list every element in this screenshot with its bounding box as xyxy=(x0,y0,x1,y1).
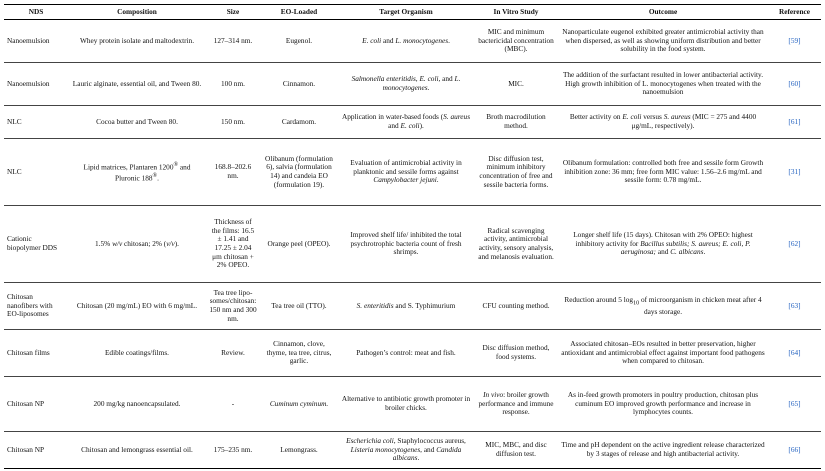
cell-outcome-part: E. coli xyxy=(622,112,642,122)
cell-outcome-part: Longer shelf life (15 days). Chitosan with 2% OPEO: highest inhibitory activity for xyxy=(573,230,753,248)
cell-reference-link[interactable]: [59] xyxy=(768,20,821,63)
cell-eo: Cardamom. xyxy=(260,106,338,139)
cell-target-part: ). xyxy=(419,121,424,130)
cell-outcome-part: C. albicans xyxy=(670,247,704,257)
cell-study: Broth macrodilution method. xyxy=(474,106,558,139)
table-row xyxy=(4,139,821,206)
cell-target-part: , Staphylococcus aureus, xyxy=(393,436,466,446)
cell-eo: Orange peel (OPEO). xyxy=(260,206,338,283)
cell-size: Thickness of the films: 16.5 ± 1.41 and 17.25 ± 2.04 μm chitosan + 2% OPEO. xyxy=(206,206,260,283)
cell-outcome-part: Reduction around 5 log xyxy=(564,294,634,304)
table-row xyxy=(4,20,821,63)
cell-composition: Chitosan (20 mg/mL) EO with 6 mg/mL. xyxy=(68,283,206,330)
registered-mark: ® xyxy=(152,173,158,179)
table-row xyxy=(4,377,821,432)
cell-eo: Cinnamon, clove, thyme, tea tree, citrus, garlic. xyxy=(260,330,338,377)
cell-target-part: . xyxy=(448,35,450,45)
cell-reference-link[interactable]: [63] xyxy=(768,283,821,330)
cell-target-part: . xyxy=(417,453,420,463)
cell-study xyxy=(474,377,558,432)
cell-nds: Chitosan NP xyxy=(4,432,68,469)
registered-mark: ® xyxy=(173,161,179,168)
cell-size: 150 nm. xyxy=(206,106,260,139)
cell-target-part: Salmonella enteritidis, E. coli, xyxy=(351,74,441,84)
cell-composition xyxy=(68,206,206,283)
cell-study: MIC and minimum bactericidal concentration (MBC). xyxy=(474,20,558,63)
cell-study: Disc diffusion method, food systems. xyxy=(474,330,558,377)
cell-composition-part: Lipid matrices, Plantaren 1200 xyxy=(83,162,174,172)
cell-size: 175–235 nm. xyxy=(206,432,260,469)
cell-size: 168.8–202.6 nm. xyxy=(206,139,260,206)
cell-target-part: S. enteritidis xyxy=(356,300,394,310)
cell-study: MIC, MBC, and disc diffusion test. xyxy=(474,432,558,469)
header-row xyxy=(4,5,821,20)
cell-composition: Chitosan and lemongrass essential oil. xyxy=(68,432,206,469)
cell-outcome: As in-feed growth promoters in poultry production, chitosan plus cuminum EO improved growth performance and increase in lymphocytes counts. xyxy=(558,377,768,432)
table-row xyxy=(4,63,821,106)
header-target-organism: Target Organism xyxy=(338,5,474,20)
cell-nds: NLC xyxy=(4,139,68,206)
cell-outcome: Associated chitosan–EOs resulted in better preservation, higher antioxidant and antimicrobial effect against important food pathogens when compared to chitosan. xyxy=(558,330,768,377)
header-size: Size xyxy=(206,5,260,20)
cell-target xyxy=(338,20,474,63)
cell-outcome-part: versus xyxy=(641,112,664,122)
cell-eo xyxy=(260,377,338,432)
cell-eo: Tea tree oil (TTO). xyxy=(260,283,338,330)
cell-outcome-part: Better activity on xyxy=(569,112,623,122)
cell-eo-text: Cuminum cyminum. xyxy=(269,398,329,408)
header-composition: Composition xyxy=(68,5,206,20)
cell-target-part: Campylobacter jejuni xyxy=(373,175,437,185)
cell-nds: Chitosan NP xyxy=(4,377,68,432)
header-eo-loaded: EO-Loaded xyxy=(260,5,338,20)
cell-outcome-part: S. aureus xyxy=(663,112,691,122)
cell-composition-part: ). xyxy=(174,238,179,248)
cell-target-part: and xyxy=(440,74,455,84)
cell-size: 127–314 nm. xyxy=(206,20,260,63)
header-in-vitro-study: In Vitro Study xyxy=(474,5,558,20)
cell-nds: Cationic biopolymer DDS xyxy=(4,206,68,283)
cell-composition-part: v/v xyxy=(166,238,175,248)
cell-target xyxy=(338,283,474,330)
cell-outcome-part: and xyxy=(656,247,671,257)
cell-outcome xyxy=(558,106,768,139)
cell-composition: 200 mg/kg nanoencapsulated. xyxy=(68,377,206,432)
cell-eo: Cinnamon. xyxy=(260,63,338,106)
cell-target-part: Evaluation of antimicrobial activity in planktonic and sessile forms against xyxy=(350,158,462,176)
cell-outcome-part: (MIC = 275 and 4400 μg/mL, respectively). xyxy=(631,112,757,130)
cell-target-part: L. monocytogenes xyxy=(395,35,449,45)
cell-reference-link[interactable]: [65] xyxy=(768,377,821,432)
cell-target: Alternative to antibiotic growth promoter in broiler chicks. xyxy=(338,377,474,432)
table-row xyxy=(4,432,821,469)
cell-study: MIC. xyxy=(474,63,558,106)
cell-outcome-part: of microorganism in chicken meat after 4 days storage. xyxy=(639,294,762,316)
cell-outcome xyxy=(558,206,768,283)
cell-composition-part: chitosan; 2% ( xyxy=(122,238,167,248)
cell-size: 100 nm. xyxy=(206,63,260,106)
cell-nds: NLC xyxy=(4,106,68,139)
cell-study-part: : broiler growth performance and immune response. xyxy=(478,390,554,417)
cell-outcome-part: Bacillus subtilis; S. aureus; E. coli, P. aeruginosa; xyxy=(620,238,751,257)
cell-target-part: , and xyxy=(420,444,437,454)
cell-reference-link[interactable]: [31] xyxy=(768,139,821,206)
cell-target-part: E. coli xyxy=(362,35,382,45)
header-outcome: Outcome xyxy=(558,5,768,20)
cell-study: Radical scavenging activity, antimicrobial activity, sensory analysis, and melanosis evaluation. xyxy=(474,206,558,283)
cell-target-part: S. aureus xyxy=(443,112,471,122)
cell-composition-part: and Pluronic 188 xyxy=(115,162,191,183)
cell-reference-link[interactable]: [64] xyxy=(768,330,821,377)
table-row xyxy=(4,283,821,330)
cell-eo: Olibanum (formulation 6), salvia (formulation 14) and candeia EO (formulation 19). xyxy=(260,139,338,206)
cell-eo: Lemongrass. xyxy=(260,432,338,469)
cell-outcome xyxy=(558,283,768,330)
header-reference: Reference xyxy=(768,5,821,20)
cell-reference-link[interactable]: [66] xyxy=(768,432,821,469)
cell-nds: Nanoemulsion xyxy=(4,63,68,106)
cell-composition-part: w/v xyxy=(112,238,123,248)
table-row xyxy=(4,206,821,283)
cell-nds: Nanoemulsion xyxy=(4,20,68,63)
cell-outcome: Olibanum formulation: controlled both free and sessile form Growth inhibition zone: 36 mm; free form MIC value: 1.56–2.6 mg/mL and sessile form: 0.78 mg/mL. xyxy=(558,139,768,206)
cell-study: Disc diffusion test, minimum inhibitory concentration of free and sessile bacteria forms. xyxy=(474,139,558,206)
cell-study-part: In vivo xyxy=(483,390,504,400)
cell-reference-link[interactable]: [62] xyxy=(768,206,821,283)
cell-size: Review. xyxy=(206,330,260,377)
table-row xyxy=(4,106,821,139)
cell-nds: Chitosan films xyxy=(4,330,68,377)
cell-study: CFU counting method. xyxy=(474,283,558,330)
cell-target-part: E. coli xyxy=(400,121,420,130)
cell-target: Pathogen’s control: meat and fish. xyxy=(338,330,474,377)
cell-outcome: The addition of the surfactant resulted in lower antibacterial activity. High growth inhibition of L. monocytogenes when treated with the nanoemulsion xyxy=(558,63,768,106)
cell-size: Tea tree lipo-somes/chitosan: 150 nm and 300 nm. xyxy=(206,283,260,330)
cell-target xyxy=(338,432,474,469)
cell-composition xyxy=(68,139,206,206)
cell-size: - xyxy=(206,377,260,432)
cell-outcome-subscript: 10 xyxy=(633,300,640,307)
cell-eo: Eugenol. xyxy=(260,20,338,63)
cell-target xyxy=(338,63,474,106)
table-row xyxy=(4,330,821,377)
cell-composition-part: . xyxy=(157,173,159,183)
cell-reference-link[interactable]: [61] xyxy=(768,106,821,139)
header-nds: NDS xyxy=(4,5,68,20)
cell-outcome: Time and pH dependent on the active ingredient release characterized by 3 stages of release and high antibacterial activity. xyxy=(558,432,768,469)
cell-target-part: L. monocytogenes. xyxy=(382,74,461,92)
cell-target-part: and xyxy=(381,35,396,45)
cell-outcome: Nanoparticulate eugenol exhibited greater antimicrobial activity than when dispersed, as well as showing uniform distribution and better solubility in the food system. xyxy=(558,20,768,63)
cell-composition: Edible coatings/films. xyxy=(68,330,206,377)
cell-composition: Cocoa butter and Tween 80. xyxy=(68,106,206,139)
cell-composition: Whey protein isolate and maltodextrin. xyxy=(68,20,206,63)
cell-target-part: and S. Typhimurium xyxy=(393,300,456,310)
cell-target xyxy=(338,106,474,139)
cell-target-part: . xyxy=(436,175,439,185)
cell-composition-part: 1.5% xyxy=(95,238,113,248)
cell-composition: Lauric alginate, essential oil, and Tween 80. xyxy=(68,63,206,106)
data-table xyxy=(4,4,821,469)
cell-target-part: and xyxy=(388,121,401,130)
cell-target-part: Escherichia coli xyxy=(346,436,394,446)
cell-target-part: Candida albicans xyxy=(392,444,462,463)
cell-target-part: Listeria monocytogenes xyxy=(350,444,421,454)
cell-target-part: Application in water-based foods ( xyxy=(341,112,444,122)
cell-nds: Chitosan nanofibers with EO-liposomes xyxy=(4,283,68,330)
cell-target xyxy=(338,139,474,206)
cell-reference-link[interactable]: [60] xyxy=(768,63,821,106)
cell-outcome-part: . xyxy=(703,247,706,257)
cell-target: Improved shelf life/ inhibited the total psychrotrophic bacteria count of fresh shrimps. xyxy=(338,206,474,283)
